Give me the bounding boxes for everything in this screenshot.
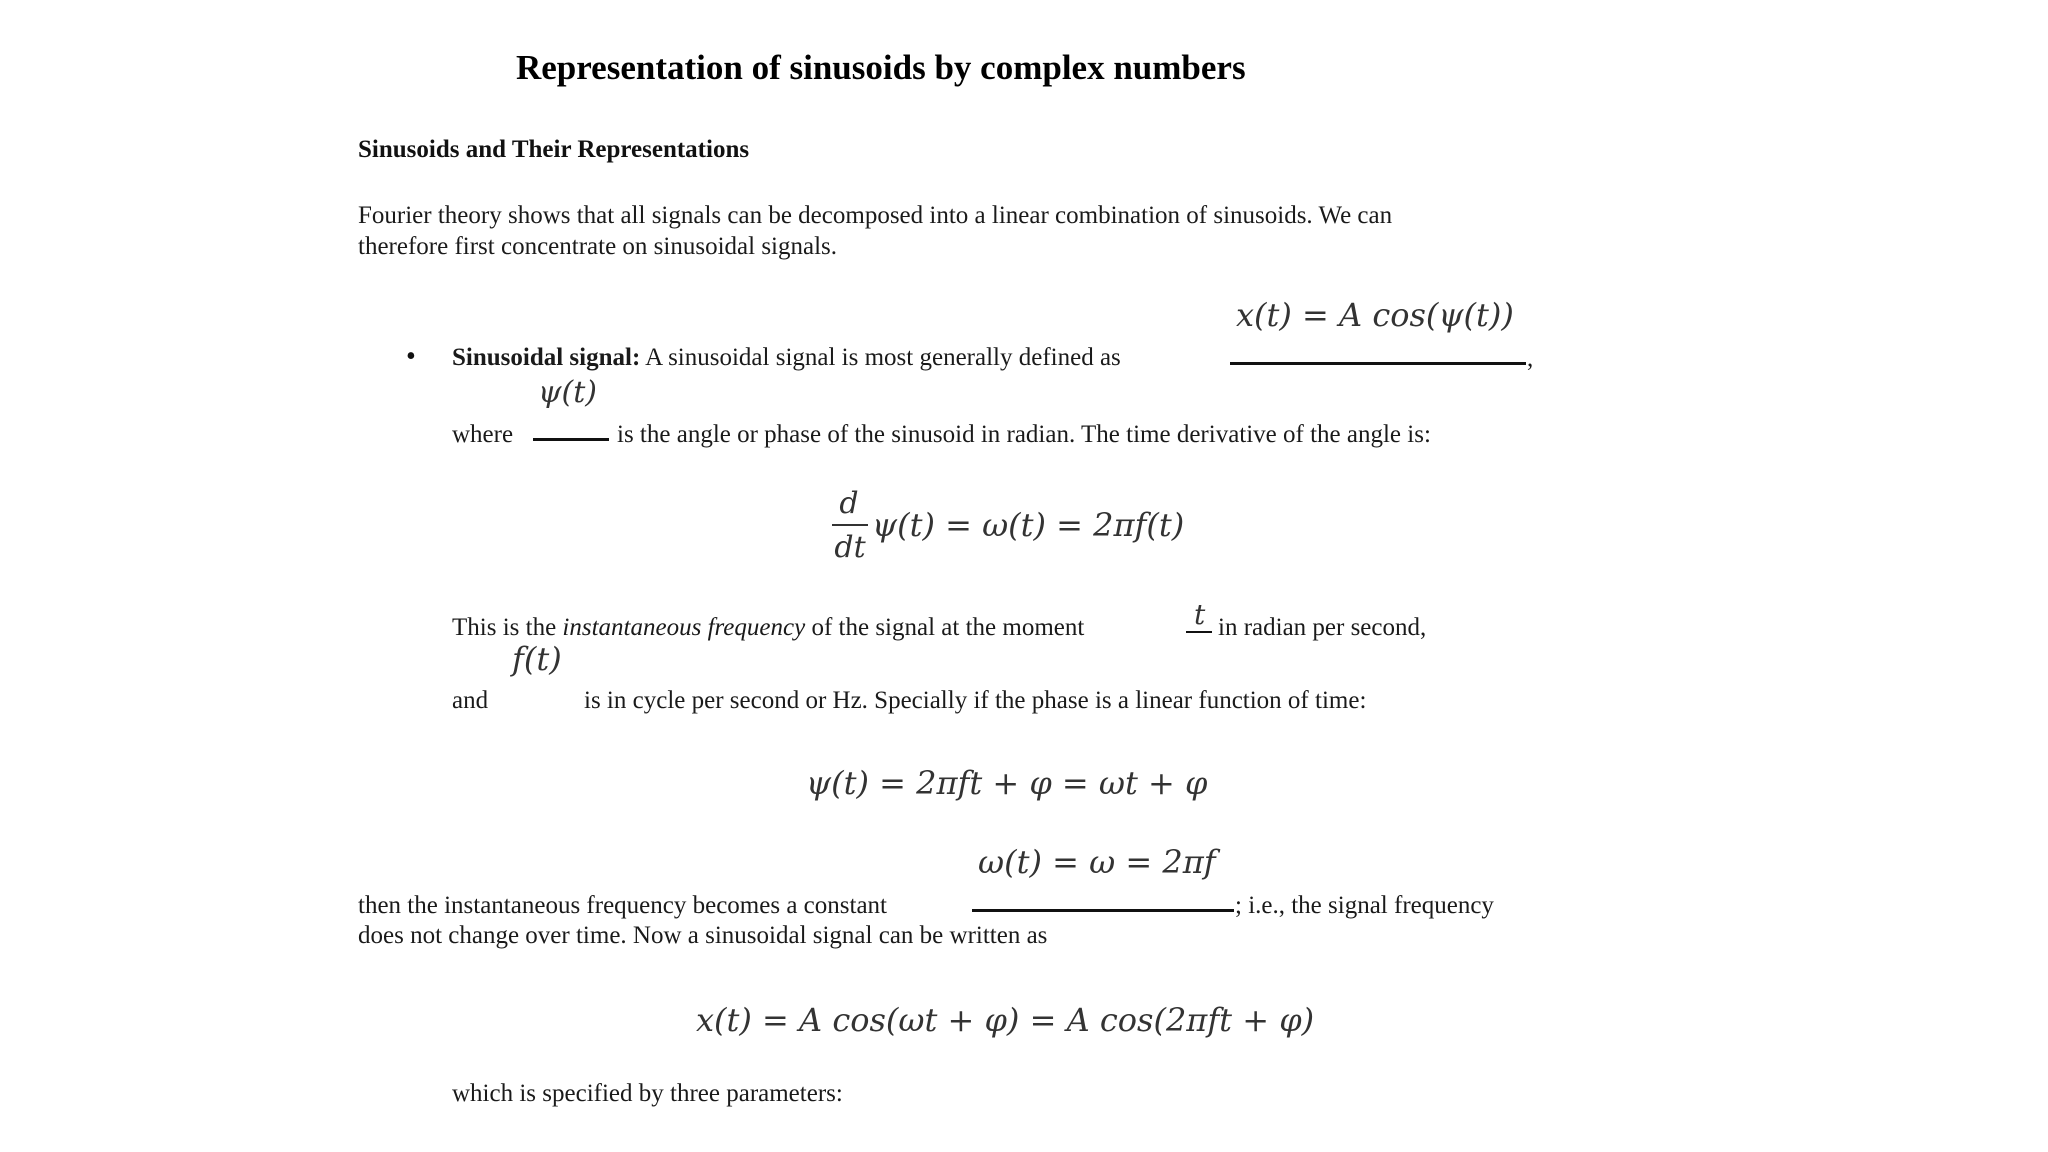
closing-text: which is specified by three parameters: [452, 1080, 843, 1107]
formula-underline [1230, 362, 1526, 365]
and-text: is in cycle per second or Hz. Specially if the phase is a linear function of time: [584, 687, 1367, 714]
psi-symbol: ψ(t) [538, 375, 597, 410]
signal-equation: x(t) = A cos(ωt + φ) = A cos(2πft + φ) [696, 1001, 1315, 1039]
instant-pre: This is the [452, 614, 563, 641]
t-symbol: t [1194, 598, 1206, 631]
deriv-equation: ψ(t) = ω(t) = 2πf(t) [872, 506, 1185, 544]
t-underline [1186, 631, 1212, 633]
deriv-denominator: dt [834, 530, 866, 565]
instant-mid: of the signal at the moment [805, 614, 1085, 641]
definition-formula: x(t) = A cos(ψ(t)) [1236, 296, 1514, 334]
f-symbol: f(t) [512, 640, 562, 678]
instant-em: instantaneous frequency [562, 614, 806, 641]
where-text: is the angle or phase of the sinusoid in radian. The time derivative of the angle is: [617, 421, 1431, 448]
instantaneous-line [452, 612, 1084, 643]
bullet-text: A sinusoidal signal is most generally defined as [640, 344, 1121, 371]
instant-post: in radian per second, [1218, 614, 1427, 641]
where-label: where [452, 421, 514, 448]
deriv-numerator: d [839, 486, 859, 521]
deriv-fraction-bar [832, 524, 868, 526]
psi-underline [533, 438, 609, 441]
bullet-term: Sinusoidal signal: [452, 344, 641, 371]
and-label: and [452, 687, 489, 714]
section-heading: Sinusoids and Their Representations [358, 136, 750, 163]
bullet-marker: • [406, 341, 416, 372]
page-title: Representation of sinusoids by complex numbers [516, 48, 1246, 87]
bullet-definition-line [452, 342, 1121, 373]
phase-equation: ψ(t) = 2πft + φ = ωt + φ [806, 764, 1208, 802]
constant-line-2: does not change over time. Now a sinusoidal signal can be written as [358, 922, 1048, 949]
definition-comma: , [1527, 345, 1534, 372]
constant-line-1-post: ; i.e., the signal frequency [1235, 892, 1494, 919]
intro-line-1: Fourier theory shows that all signals can be decomposed into a linear combination of sinusoids. We can [358, 202, 1393, 229]
constant-formula: ω(t) = ω = 2πf [978, 843, 1216, 881]
intro-line-2: therefore first concentrate on sinusoidal signals. [358, 233, 838, 260]
constant-underline [972, 909, 1234, 912]
constant-line-1-pre: then the instantaneous frequency becomes a constant [358, 892, 887, 919]
